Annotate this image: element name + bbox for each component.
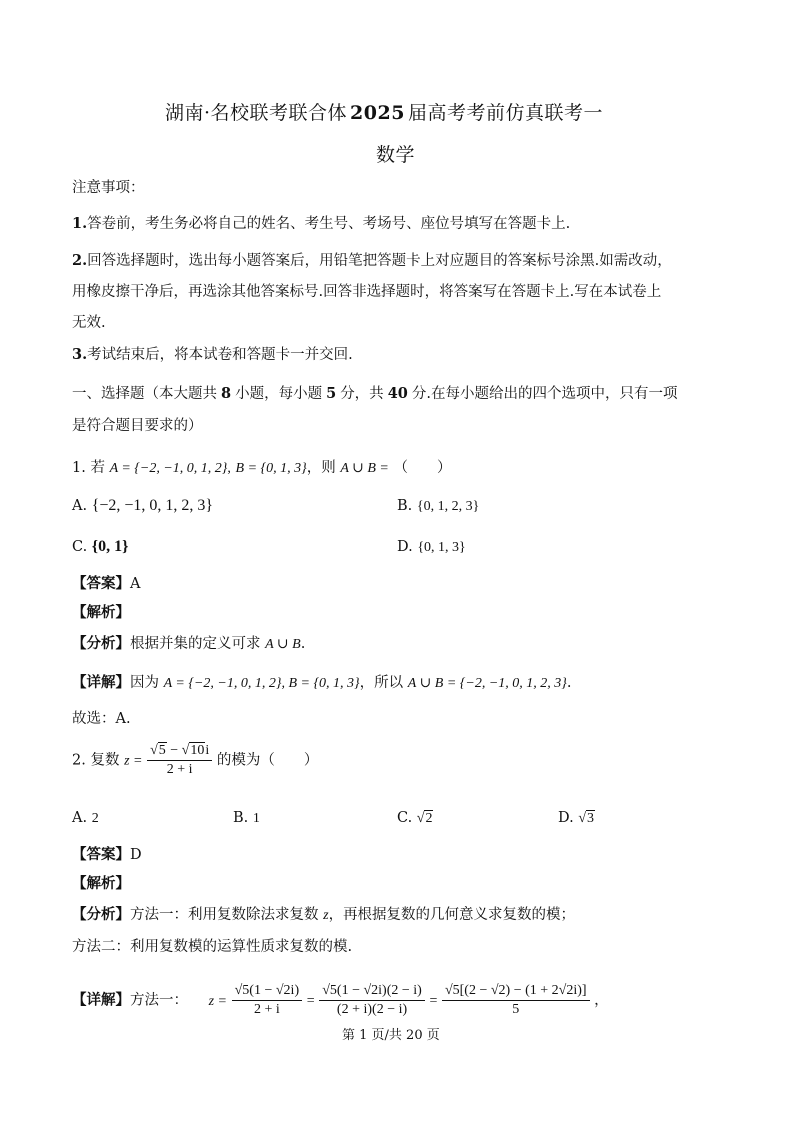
section-heading: 一、选择题（本大题共 8 小题，每小题 5 分，共 40 分.在每小题给出的四个选项中，只有一项 (72, 385, 678, 402)
q2-analysis-tag: 【解析】 (72, 875, 130, 892)
section-heading-line2: 是符合题目要求的） (72, 418, 203, 434)
q1-option-c: C. {0, 1} (72, 538, 129, 555)
q2-frac-2: $\frac{√5(1 - √2i)(2 - i)}{(2 + i)(2 - i)}$ (319, 982, 425, 1019)
q2-option-c: C. √2 (397, 810, 433, 826)
q2-option-d: D. √3 (558, 810, 595, 826)
question-2: 2. 复数 z = $\frac{√5 - √10i}{2 + i}$ 的模为（ ） (72, 743, 319, 777)
title-prefix: 湖南·名校联考联合体 (165, 102, 348, 124)
q2-frac-1: $\frac{√5(1 - √2i)}{2 + i}$ (232, 982, 302, 1019)
q1-detail: 【详解】因为 A = {−2, −1, 0, 1, 2}, B = {0, 1, 3}，所以 A ∪ B = {−2, −1, 0, 1, 2, 3}. (72, 674, 572, 691)
notice-item-3: 3.考试结束后，将本试卷和答题卡一并交回. (72, 346, 353, 363)
title-suffix: 届高考考前仿真联考一 (407, 102, 603, 124)
notice-item-2-line3: 无效. (72, 315, 106, 331)
q1-option-d: D. {0, 1, 3} (397, 539, 466, 555)
q2-fenxi: 【分析】方法一：利用复数除法求复数 z，再根据复数的几何意义求复数的模； (72, 906, 576, 923)
q2-method2: 方法二：利用复数模的运算性质求复数的模. (72, 939, 353, 955)
set-a: A = {−2, −1, 0, 1, 2} (109, 461, 228, 476)
q2-answer: 【答案】D (72, 846, 142, 863)
notice-item-2: 2.回答选择题时，选出每小题答案后，用铅笔把答题卡上对应题目的答案标号涂黑.如需改动， (72, 252, 672, 269)
q2-detail: 【详解】方法一： z = $\frac{√5(1 - √2i)}{2 + i}$ = $\frac{√5(1 - √2i)(2 - i)}{(2 + i)(2 - i)}$ = $\frac{√5[(2 - √2) - (1 + 2√2i)]}{5}$ ， (72, 983, 609, 1017)
q2-frac-3: $\frac{√5[(2 - √2) - (1 + 2√2i)]}{5}$ (442, 982, 590, 1019)
notice-heading: 注意事项： (72, 180, 145, 196)
q1-answer: 【答案】A (72, 575, 141, 592)
q1-conclusion: 故选：A. (72, 711, 131, 727)
q2-option-a: A. 2 (72, 810, 99, 826)
set-b: B = {0, 1, 3} (235, 461, 307, 476)
q1-option-b: B. {0, 1, 2, 3} (397, 498, 480, 514)
q1-option-a: A. {−2, −1, 0, 1, 2, 3} (72, 497, 214, 514)
notice-item-2-line2: 用橡皮擦干净后，再选涂其他答案标号.回答非选择题时，将答案写在答题卡上.写在本试卷上 (72, 284, 662, 300)
notice-item-1: 1.答卷前，考生务必将自己的姓名、考生号、考场号、座位号填写在答题卡上. (72, 215, 571, 232)
paper-title (165, 98, 603, 125)
q1-fenxi: 【分析】根据并集的定义可求 A ∪ B. (72, 635, 306, 652)
title-year: 2025 (350, 102, 405, 124)
question-1: 1. 若 A = {−2, −1, 0, 1, 2}, B = {0, 1, 3}，则 A ∪ B = （ ） (72, 460, 452, 476)
union-expr: A ∪ B = (340, 461, 389, 476)
q1-analysis-tag: 【解析】 (72, 604, 130, 621)
q2-fraction: $\frac{√5 - √10i}{2 + i}$ (147, 742, 212, 779)
subject-title: 数学 (376, 144, 416, 166)
q2-option-b: B. 1 (233, 810, 260, 826)
page-footer: 第 1 页/共 20 页 (342, 1028, 440, 1043)
